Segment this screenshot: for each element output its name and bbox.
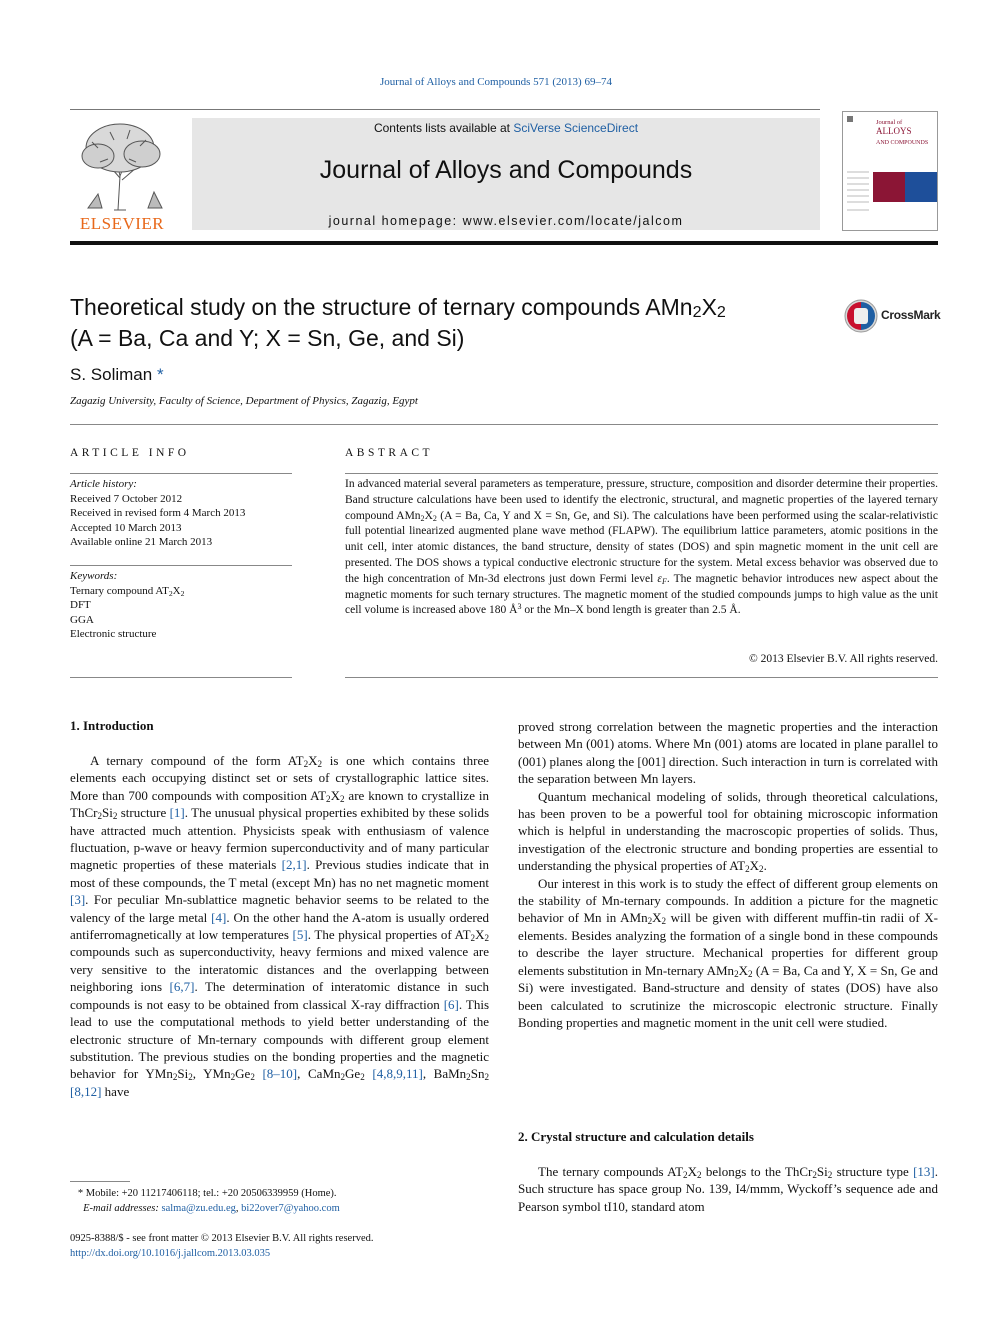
citation-link[interactable]: [6,7] xyxy=(169,979,195,995)
section-heading-introduction: 1. Introduction xyxy=(70,718,154,733)
history-received: Received 7 October 2012 xyxy=(70,492,183,505)
author-line xyxy=(70,365,164,385)
email-label: E-mail addresses: xyxy=(83,1203,159,1214)
citation-link[interactable]: [13] xyxy=(913,1164,935,1179)
crossmark-label: CrossMark xyxy=(881,308,941,322)
author-name[interactable]: S. Soliman xyxy=(70,365,153,384)
journal-title: Journal of Alloys and Compounds xyxy=(319,156,693,184)
paragraph: The ternary compounds $AT_2X_2$ belongs to the $ThCr_2Si_2$ structure type [13]. Such structure has space group No. 139, I4/mmm, Wyckoff’s sequence ade and Pearson symbol tI10, standard atom xyxy=(518,1164,938,1214)
history-label: Article history: xyxy=(70,478,137,490)
keyword-item: Ternary compound $AT_2X_2$ xyxy=(70,584,185,598)
elsevier-logo[interactable] xyxy=(70,118,174,236)
citation-link[interactable]: [3] xyxy=(70,892,86,908)
citation-link[interactable]: [6] xyxy=(443,996,459,1012)
citation-link[interactable]: [4] xyxy=(211,909,227,925)
citation-link[interactable]: [8,12] xyxy=(70,1083,102,1099)
divider xyxy=(70,677,292,678)
header-bottom-rule xyxy=(70,241,938,245)
body-column-right-continued xyxy=(518,1163,938,1215)
sciencedirect-link[interactable]: SciVerse ScienceDirect xyxy=(513,121,639,135)
body-column-right xyxy=(518,718,938,1031)
corresponding-author-mark[interactable]: * xyxy=(156,365,164,384)
article-history xyxy=(70,477,245,550)
keywords-label: Keywords: xyxy=(70,570,118,582)
section-heading-crystal-structure: 2. Crystal structure and calculation details xyxy=(518,1129,754,1144)
doi-link[interactable]: http://dx.doi.org/10.1016/j.jallcom.2013.03.035 xyxy=(70,1248,271,1259)
journal-homepage[interactable]: journal homepage: www.elsevier.com/locate/jalcom xyxy=(328,214,684,228)
footnote-emails: E-mail addresses: salma@zu.edu.eg, bi22over7@yahoo.com xyxy=(83,1203,340,1214)
title-formula-tail: $_2X_2$ xyxy=(692,294,726,321)
contents-prefix: Contents lists available at xyxy=(373,121,514,135)
paragraph: Our interest in this work is to study the effect of different group elements on the stability of Mn-ternary compounds. In addition a picture for the magnetic behavior of Mn in $AMn_2X_2$ will be given with different muffin-tin radii of X-elements. Besides analyzing the formation of a single bond in these compounds to describe the layer structure. Mechanical properties for different group elements substitution in Mn-ternary $AMn_2X_2$ (A = Ba, Ca and Y, X = Sn, Ge and Si) were investigated. Band-structure and density of states (DOS) have also been calculated to scrutinize the microscopic electronic structure. Finally Bonding properties and magnetic moment in the unit cell were studied. xyxy=(518,875,939,1030)
header-top-rule xyxy=(70,109,820,110)
divider xyxy=(345,677,938,678)
cover-image xyxy=(843,112,937,230)
tree-icon xyxy=(70,118,174,214)
citation-link[interactable]: [5] xyxy=(292,927,308,943)
cover-title-line-1: Journal of xyxy=(876,119,903,126)
email-link[interactable]: salma@zu.edu.eg xyxy=(161,1203,236,1214)
affiliation: Zagazig University, Faculty of Science, Department of Physics, Zagazig, Egypt xyxy=(70,395,418,407)
body-column-left xyxy=(70,752,489,1100)
divider xyxy=(70,424,938,425)
footnote-phone: Mobile: +20 11217406118; tel.: +20 20506339959 (Home). xyxy=(85,1188,337,1199)
citation-link[interactable]: [4,8,9,11] xyxy=(372,1066,423,1082)
email-link[interactable]: bi22over7@yahoo.com xyxy=(241,1203,340,1214)
paragraph: proved strong correlation between the magnetic properties and the interaction between Mn (001) atoms. Where Mn (001) atoms are located in plane parallel to (001) planes along the [001] direction. Such interaction in turn is correlated with the separation between Mn layers. xyxy=(518,719,938,787)
journal-cover-thumbnail[interactable] xyxy=(842,111,938,231)
divider xyxy=(345,473,938,474)
keyword-item: DFT xyxy=(70,599,91,611)
history-online: Available online 21 March 2013 xyxy=(70,536,213,548)
divider xyxy=(70,565,292,566)
issn-line: 0925-8388/$ - see front matter © 2013 Elsevier B.V. All rights reserved. xyxy=(70,1233,374,1244)
footnote-rule xyxy=(70,1181,130,1182)
keyword-item: Electronic structure xyxy=(70,628,157,640)
issn-block xyxy=(70,1231,373,1261)
contents-line xyxy=(192,121,820,135)
history-revised: Received in revised form 4 March 2013 xyxy=(70,507,246,519)
abstract-body: In advanced material several parameters as temperature, pressure, structure, composition and disorder determine their properties. Band structure calculations have been used to identify the electronic, structural, and magnetic properties of the layered ternary compound $AMn_2X_2$ (A = Ba, Ca, Y and X = Sn, Ge, and Si). The calculations have been performed using the scalar-relativistic full potential linearized augmented plane wave method (FLAPW). The equilibrium lattice parameters, atomic positions in the unit cell, inter atomic distances, the band structure, density of states (DOS) and spin magnetic moment in the unit cell are presented. The DOS shows a typical conductive electronic structure for the system. Metal excess behavior was observed due to the high concentration of Mn-3d electrons just down Fermi level $\varepsilon_F$. The magnetic behavior introduces new aspect about the magnetic moments for such ternary structures. The magnetic moment of the studied compounds jumps to high value as the unit cell volume is increased above 180 $Å^3$ or the Mn–X bond length is greater than 2.5 Å. xyxy=(345,478,938,617)
citation-link[interactable]: [1] xyxy=(169,805,185,821)
citation-link[interactable]: [8–10] xyxy=(262,1066,298,1082)
abstract-heading: ABSTRACT xyxy=(345,447,434,459)
history-accepted: Accepted 10 March 2013 xyxy=(70,521,182,534)
journal-citation[interactable]: Journal of Alloys and Compounds 571 (2013) 69–74 xyxy=(380,76,612,88)
title-line-1: Theoretical study on the structure of ternary compounds AMn xyxy=(70,294,693,320)
publisher-wordmark: ELSEVIER xyxy=(79,214,165,233)
cover-title-line-3: AND COMPOUNDS xyxy=(876,140,929,146)
citation-link[interactable]: [2,1] xyxy=(281,857,307,873)
journal-header xyxy=(192,118,820,230)
footnote xyxy=(70,1186,340,1216)
paragraph: Quantum mechanical modeling of solids, through theoretical calculations, has been proven to be a powerful tool for obtaining microscopic information which is helpful in understanding the macroscopic properties of solids. Thus, investigation of the electronic structure and bonding properties are essential to understanding the physical properties of $AT_2X_2$. xyxy=(518,788,938,875)
keywords xyxy=(70,569,184,642)
cover-title-line-2: ALLOYS xyxy=(876,126,912,136)
crossmark-icon xyxy=(843,298,879,334)
divider xyxy=(70,473,292,474)
article-info-heading: ARTICLE INFO xyxy=(70,447,190,459)
title-line-2: (A = Ba, Ca and Y; X = Sn, Ge, and Si) xyxy=(70,325,465,351)
abstract-copyright: © 2013 Elsevier B.V. All rights reserved. xyxy=(749,653,938,665)
keyword-item: GGA xyxy=(70,613,94,626)
article-title xyxy=(70,292,790,354)
crossmark-badge[interactable] xyxy=(843,298,943,334)
paragraph: A ternary compound of the form $AT_2X_2$ is one which contains three elements each occupying distinct set or sets of crystallographic lattice sites. More than 700 compounds with composition $AT_2X_2$ are known to crystallize in $ThCr_2Si_2$ structure [1]. The unusual physical properties exhibited by these solids have attracted much attention. Physicists speak with enthusiasm of valence fluctuation, p-wave or heavy fermion superconductivity and of many particular magnetic properties of these materials [2,1]. Previous studies indicate that in most of these compounds, the T metal (except Mn) has no net magnetic moment [3]. For peculiar Mn-sublattice magnetic behavior seems to be related to the valency of the large metal [4]. On the other hand the A-atom is usually ordered antiferromagnetically at low temperatures [5]. The physical properties of $AT_2X_2$ compounds such as superconductivity, heavy fermions and mixed valence are very sensitive to the interatomic distances and the overlapping between neighboring ions [6,7]. The determination of interatomic distance in such compounds is not easy to be obtained from classical X-ray diffraction [6]. This lead to use the computational methods to yield better understanding of the electronic structure of Mn-ternary compounds with different group element substitution. The previous studies on the bonding properties and the magnetic behavior for $YMn_2Si_2$, $YMn_2Ge_2$ [8–10], $CaMn_2Ge_2$ [4,8,9,11], $BaMn_2Sn_2$ [8,12] have xyxy=(70,753,490,1099)
footnote-contact: * Mobile: +20 11217406118; tel.: +20 20506339959 (Home). xyxy=(70,1188,337,1199)
